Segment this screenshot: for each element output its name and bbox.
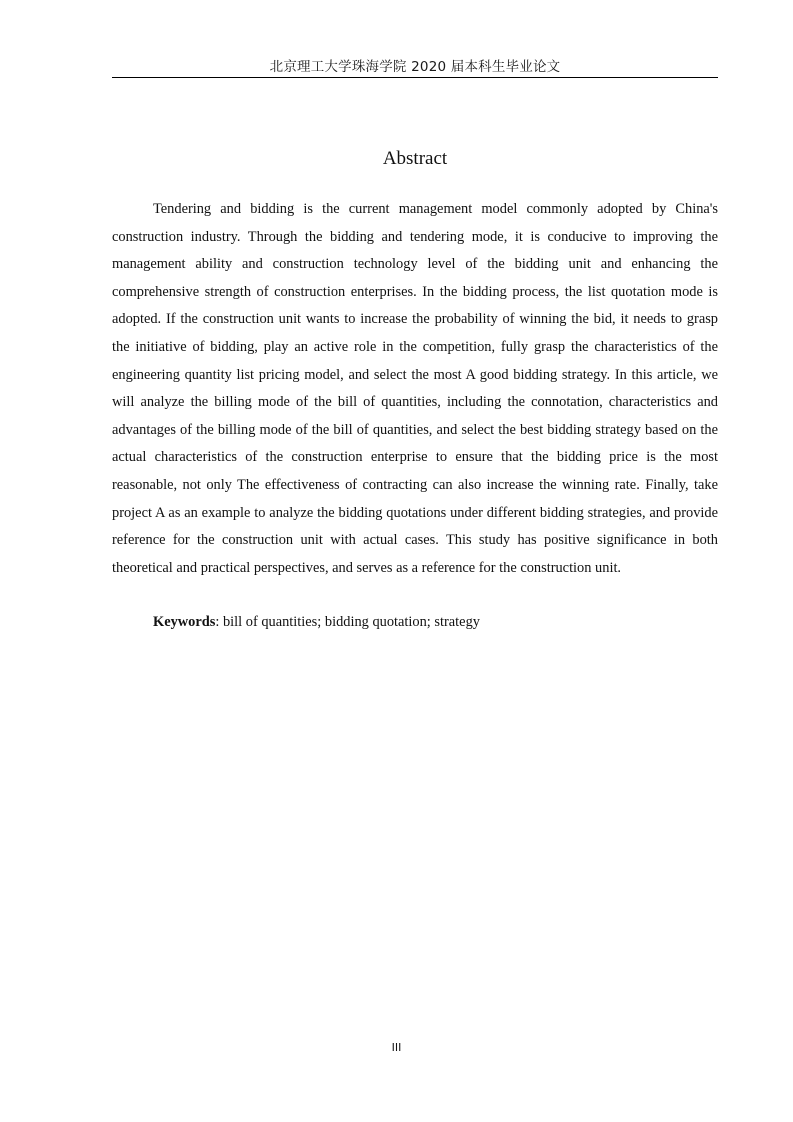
keywords-text: : bill of quantities; bidding quotation; strategy	[215, 614, 480, 630]
abstract-title: Abstract	[382, 148, 448, 169]
header-divider	[112, 77, 718, 78]
keywords-line	[112, 609, 718, 637]
running-header: 北京理工大学珠海学院 2020 届本科生毕业论文	[269, 59, 561, 75]
keywords-label: Keywords	[153, 614, 216, 630]
abstract-body: Tendering and bidding is the current management model commonly adopted by China's construction industry. Through the bidding and tendering mode, it is conducive to improving the management ability and construction technology level of the bidding unit and enhancing the comprehensive strength of construction enterprises. In the bidding process, the list quotation mode is adopted. If the construction unit wants to increase the probability of winning the bid, it needs to grasp the initiative of bidding, play an active role in the competition, fully grasp the characteristics of the engineering quantity list pricing model, and select the most A good bidding strategy. In this article, we will analyze the billing mode of the bill of quantities, including the connotation, characteristics and advantages of the billing mode of the bill of quantities, and select the best bidding strategy based on the actual characteristics of the construction enterprise to ensure that the bidding price is the most reasonable, not only The effectiveness of contracting can also increase the winning rate. Finally, take project A as an example to analyze the bidding quotations under different bidding strategies, and provide reference for the construction unit with actual cases. This study has positive significance in both theoretical and practical perspectives, and serves as a reference for the construction unit.	[112, 201, 718, 576]
page-number: III	[391, 1041, 402, 1054]
